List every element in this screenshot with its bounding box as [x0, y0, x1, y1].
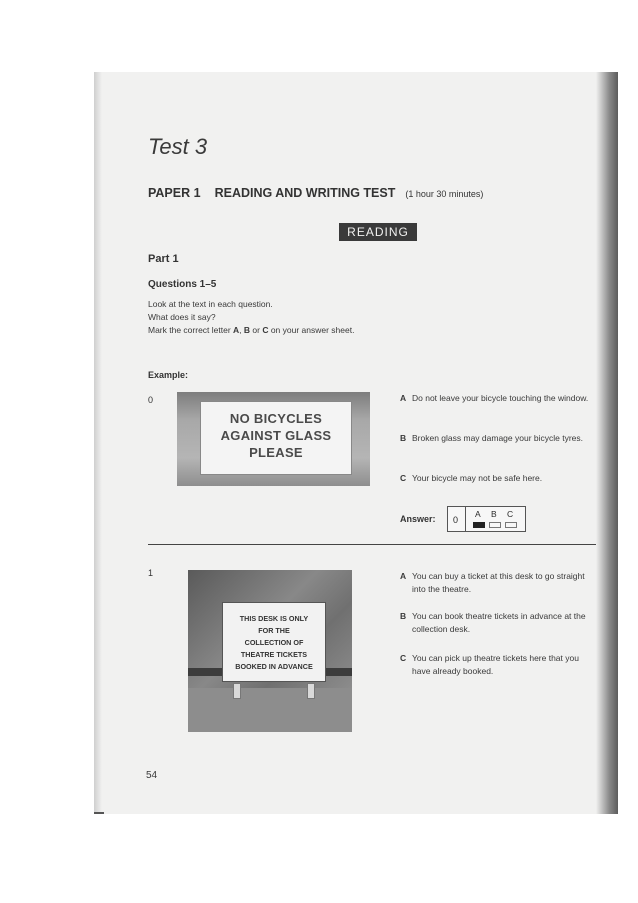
question1-sign [222, 602, 326, 682]
sign-line: AGAINST GLASS [220, 428, 332, 443]
question1-option-b [400, 610, 600, 636]
answer-grid [447, 506, 526, 532]
instruction-line: Look at the text in each question. [148, 299, 273, 309]
answer-mark [489, 522, 501, 528]
instruction-line: What does it say? [148, 312, 216, 322]
questions-range: Questions 1–5 [148, 279, 217, 290]
question-number: 1 [148, 568, 154, 578]
photo-counter [188, 688, 352, 732]
option-text: You can pick up theatre tickets here that you have already booked. [412, 653, 579, 676]
answer-number: 0 [453, 515, 459, 525]
paper-duration: (1 hour 30 minutes) [405, 189, 484, 199]
option-letter: C [400, 473, 407, 483]
example-option-c [400, 472, 600, 485]
question1-option-c [400, 652, 600, 678]
option-text: You can buy a ticket at this desk to go straight into the theatre. [412, 571, 585, 594]
option-letter: C [400, 653, 407, 663]
question1-option-a [400, 570, 600, 596]
sign-line: THIS DESK IS ONLY [239, 614, 309, 623]
instruction-line: Mark the correct letter A, B or C on your answer sheet. [148, 325, 355, 335]
section-divider [148, 544, 596, 545]
part-label: Part 1 [148, 253, 179, 265]
option-text: Do not leave your bicycle touching the window. [412, 393, 589, 403]
page-number: 54 [146, 770, 158, 781]
answer-letter: C [507, 509, 514, 519]
paper-name: PAPER 1 [148, 186, 201, 200]
sign-line: PLEASE [249, 445, 303, 460]
test-title: Test 3 [148, 134, 208, 159]
sign-line: THEATRE TICKETS [240, 650, 308, 659]
option-text: You can book theatre tickets in advance at the collection desk. [412, 611, 586, 634]
option-letter: B [400, 433, 407, 443]
sign-line: BOOKED IN ADVANCE [235, 662, 313, 671]
page-corner-mark [94, 812, 104, 814]
answer-mark [505, 522, 517, 528]
answer-mark-selected [473, 522, 485, 528]
example-option-a [400, 392, 600, 405]
answer-divider [465, 507, 466, 531]
option-letter: B [400, 611, 407, 621]
paper-heading [148, 186, 483, 200]
option-text: Your bicycle may not be safe here. [412, 473, 543, 483]
paper-subject: READING AND WRITING TEST [214, 186, 396, 200]
sign-line: NO BICYCLES [229, 411, 323, 426]
answer-label: Answer: [400, 514, 436, 524]
sign-stand [307, 683, 315, 699]
example-sign [200, 401, 352, 475]
example-number: 0 [148, 395, 154, 405]
option-letter: A [400, 393, 407, 403]
answer-letter: B [491, 509, 497, 519]
option-text: Broken glass may damage your bicycle tyres. [412, 433, 584, 443]
sign-line: FOR THE [258, 626, 290, 635]
sign-stand [233, 683, 241, 699]
page-left-shadow [94, 72, 102, 814]
answer-letter: A [475, 509, 481, 519]
section-badge: READING [339, 223, 417, 241]
example-label: Example: [148, 370, 189, 380]
option-letter: A [400, 571, 407, 581]
sign-line: COLLECTION OF [244, 638, 304, 647]
example-option-b [400, 432, 600, 445]
